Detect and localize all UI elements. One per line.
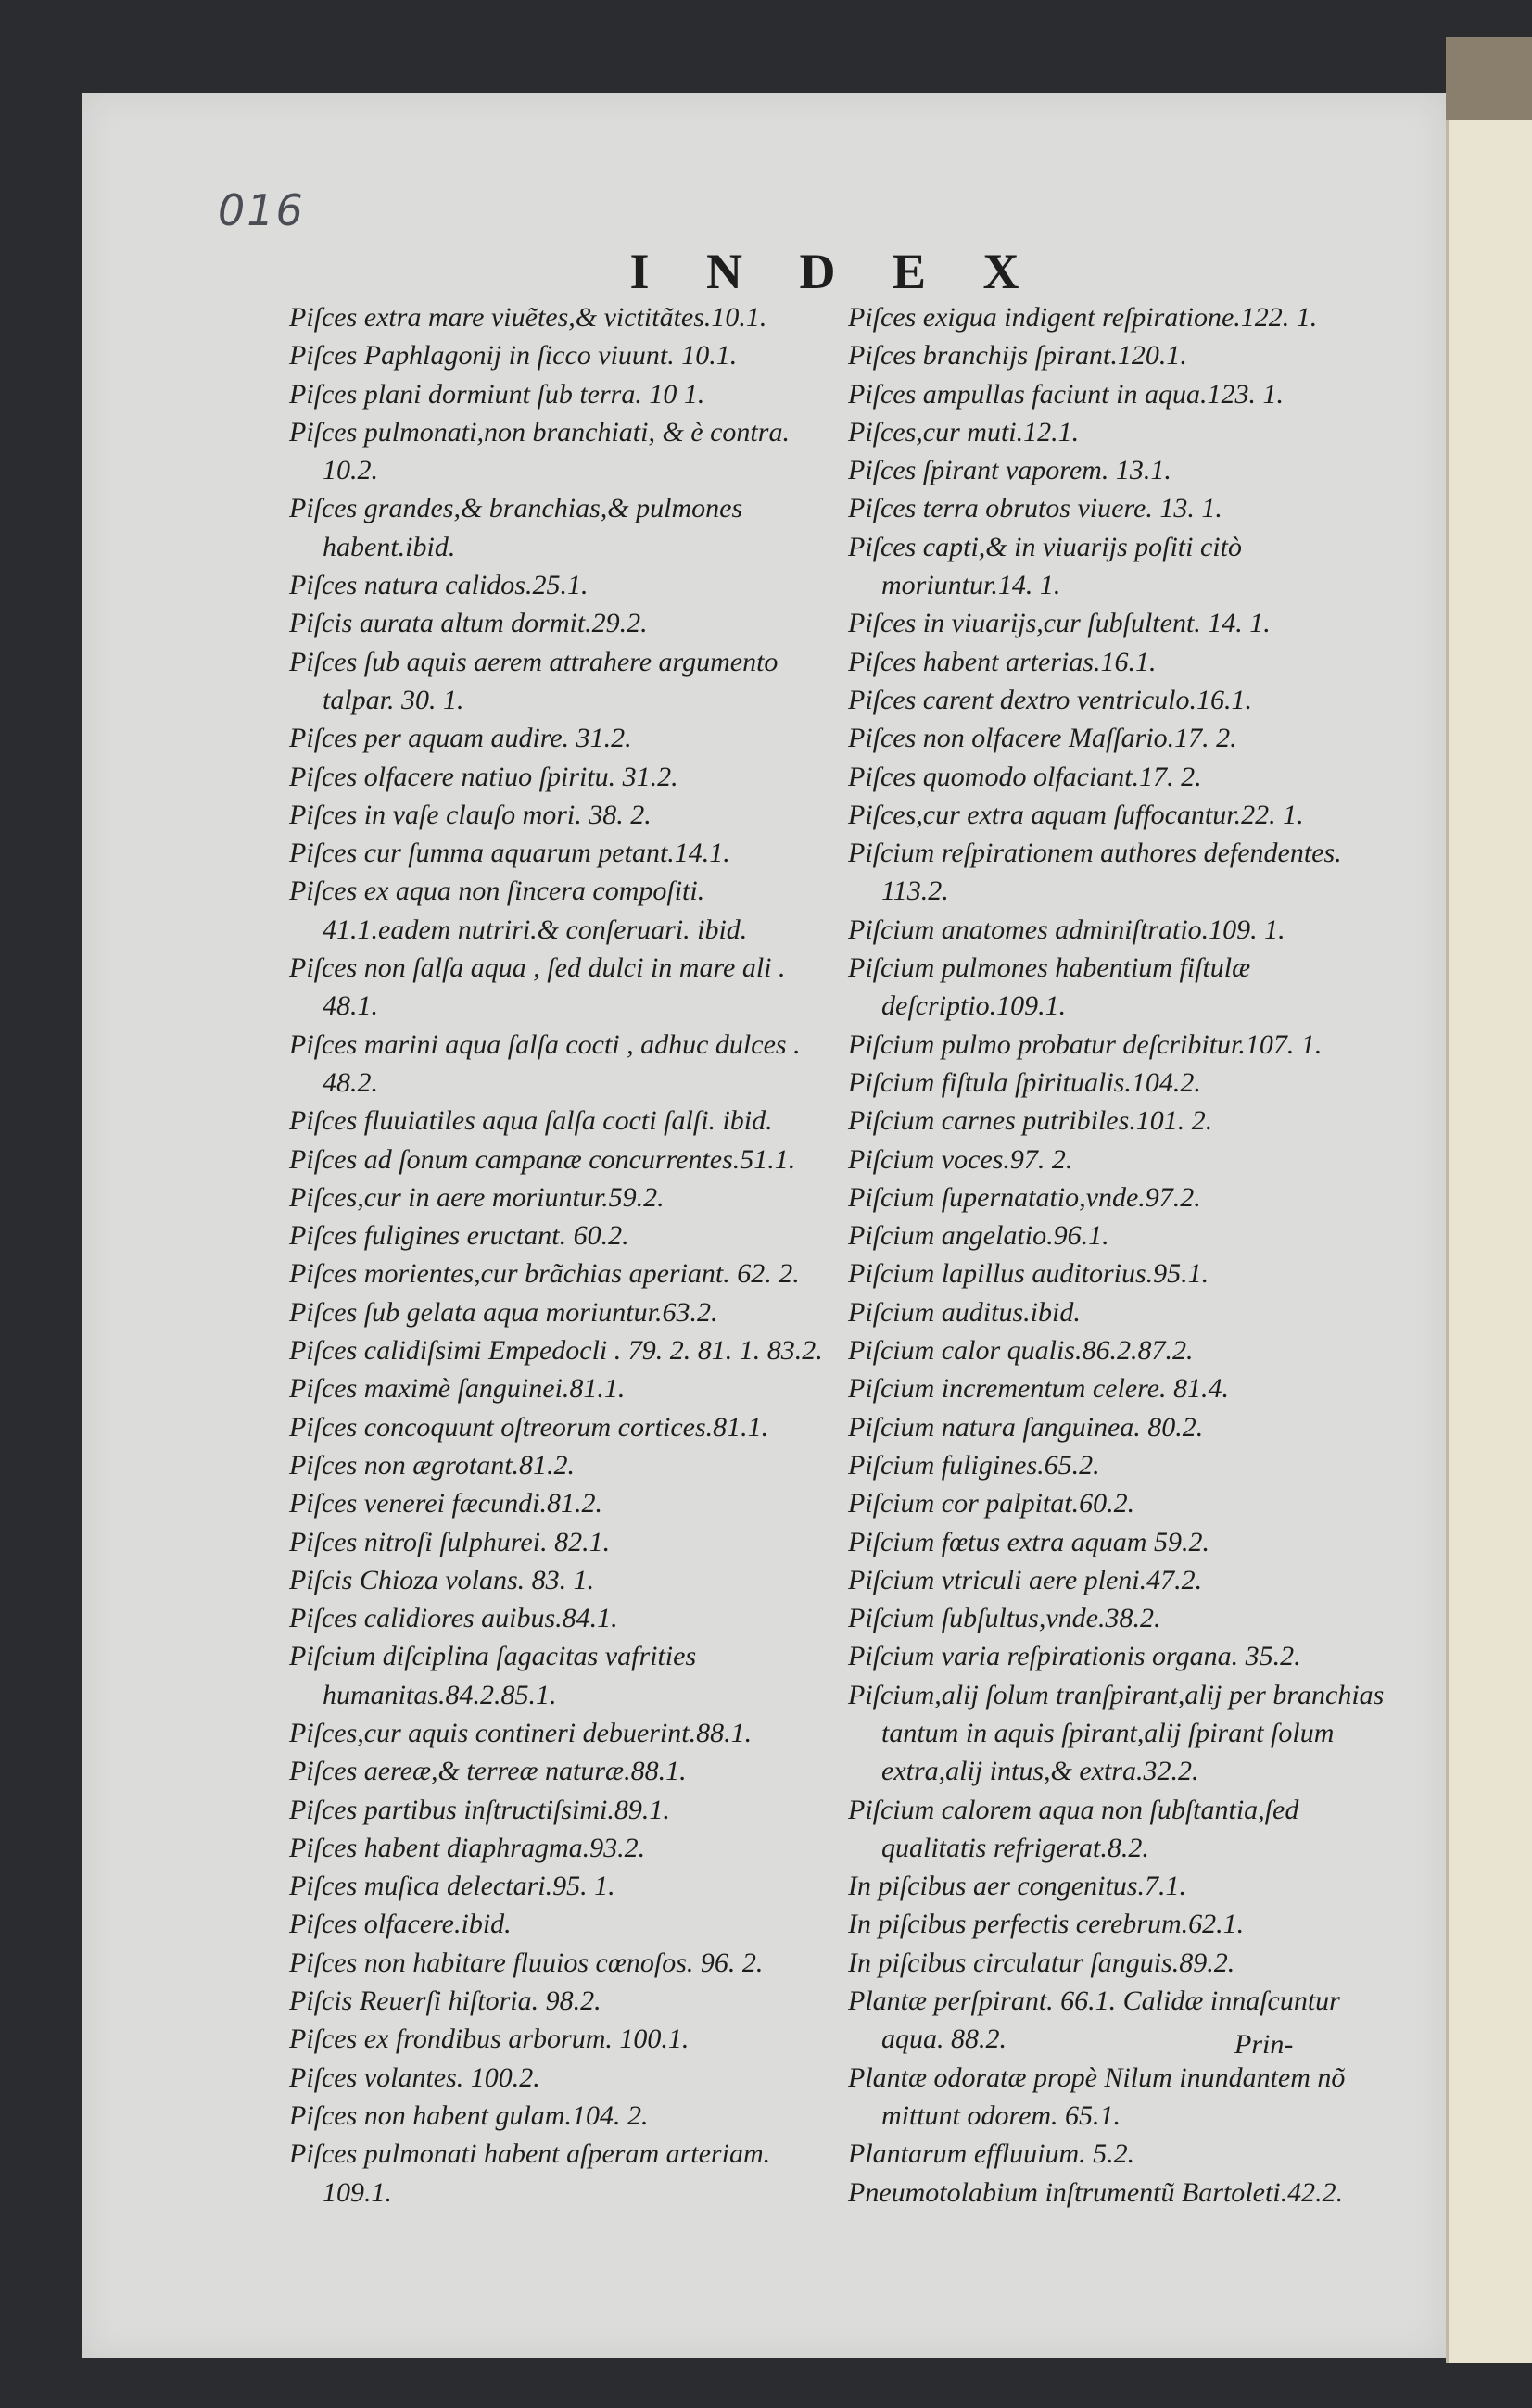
index-entry: Plantæ odoratæ propè Nilum inundantem nõ mittunt odorem. 65.1.	[848, 2061, 1346, 2131]
index-entry: Piſces exigua indigent reſpiratione.122. 1.	[848, 302, 1318, 333]
index-entry: Piſcium pulmo probatur deſcribitur.107. 1.	[848, 1028, 1323, 1060]
index-entry: Piſces habent arterias.16.1.	[848, 646, 1157, 677]
index-entry: Piſces in viuarijs,cur ſubſultent. 14. 1.	[848, 608, 1271, 639]
index-entry: Piſces fuligines eructant. 60.2.	[289, 1220, 629, 1252]
index-entry: Piſcium carnes putribiles.101. 2.	[848, 1105, 1213, 1137]
index-entry: Piſcium fuligines.65.2.	[848, 1449, 1100, 1481]
index-entry: Piſcium cor palpitat.60.2.	[848, 1488, 1135, 1519]
index-entry: In piſcibus aer congenitus.7.1.	[848, 1871, 1186, 1902]
index-entry: Piſcium ſubſultus,vnde.38.2.	[848, 1603, 1161, 1634]
index-entry: Piſces non ſalſa aqua , ſed dulci in mare ali . 48.1.	[289, 952, 786, 1022]
index-entry: Piſces venerei fæcundi.81.2.	[289, 1488, 602, 1519]
index-entry: Piſcium vtriculi aere pleni.47.2.	[848, 1564, 1203, 1595]
index-entry: Piſces cur ſumma aquarum petant.14.1.	[289, 838, 730, 869]
adjacent-page-edge	[1446, 120, 1532, 2363]
index-entry: Piſces quomodo olfaciant.17. 2.	[848, 761, 1202, 792]
index-entry: Piſces Paphlagonij in ſicco viuunt. 10.1.	[289, 340, 738, 372]
index-entry: Piſcis aurata altum dormit.29.2.	[289, 608, 648, 639]
index-entry: Piſces habent diaphragma.93.2.	[289, 1832, 646, 1863]
index-entry: Piſces morientes,cur brãchias aperiant. 62. 2.	[289, 1258, 800, 1290]
index-entry: Piſces concoquunt oſtreorum cortices.81.1.	[289, 1411, 769, 1443]
index-entry: Piſces non olfacere Maſſario.17. 2.	[848, 723, 1237, 754]
index-entry: Piſcium reſpirationem authores defendentes. 113.2.	[848, 838, 1342, 907]
index-entry: Piſcium fœtus extra aquam 59.2.	[848, 1526, 1209, 1557]
index-entry: Piſces marini aqua ſalſa cocti , adhuc dulces . 48.2.	[289, 1028, 801, 1098]
catchword: Prin-	[1234, 2029, 1294, 2060]
index-entry: Piſces per aquam audire. 31.2.	[289, 723, 632, 754]
index-entry: Piſces pulmonati habent aſperam arteriam. 109.1.	[289, 2138, 771, 2208]
index-entry: Piſces natura calidos.25.1.	[289, 570, 589, 601]
index-entry: Piſces ampullas faciunt in aqua.123. 1.	[848, 378, 1284, 410]
handwritten-folio-number: 016	[218, 185, 305, 235]
index-entry: Piſcium ſupernatatio,vnde.97.2.	[848, 1181, 1201, 1213]
index-entry: Piſcium auditus.ibid.	[848, 1296, 1081, 1328]
index-entry: Piſces ex aqua non ſincera compoſiti. 41.1.eadem nutriri.& conſeruari. ibid.	[289, 876, 748, 945]
index-entry: Piſces grandes,& branchias,& pulmones habent.ibid.	[289, 493, 743, 562]
index-entry: In piſcibus perfectis cerebrum.62.1.	[848, 1909, 1245, 1940]
index-entry: Piſces branchijs ſpirant.120.1.	[848, 340, 1187, 372]
index-entry: Piſces,cur extra aquam ſuffocantur.22. 1.	[848, 799, 1304, 830]
index-entry: Piſcium voces.97. 2.	[848, 1143, 1073, 1175]
index-entry: Pneumotolabium inſtrumentũ Bartoleti.42.2.	[848, 2176, 1344, 2208]
index-entry: Piſcium,alij ſolum tranſpirant,alij per branchias tantum in aquis ſpirant,alij ſpirant ſolum extra,alij intus,& extra.32.2.	[848, 1679, 1385, 1787]
index-entry: In piſcibus circulatur ſanguis.89.2.	[848, 1947, 1235, 1978]
index-entry: Piſces volantes. 100.2.	[289, 2061, 540, 2093]
index-entry: Plantarum effluuium. 5.2.	[848, 2138, 1135, 2170]
index-entry: Piſces,cur muti.12.1.	[848, 416, 1080, 448]
index-entry: Piſces capti,& in viuarijs poſiti citò moriuntur.14. 1.	[848, 531, 1242, 601]
index-column-left	[289, 298, 836, 2212]
index-entry: Piſces in vaſe clauſo mori. 38. 2.	[289, 799, 652, 830]
index-entry: Piſces ſpirant vaporem. 13.1.	[848, 455, 1171, 486]
adjacent-page-edge-top	[1446, 37, 1532, 130]
index-entry: Piſces,cur aquis contineri debuerint.88.1.	[289, 1717, 753, 1748]
index-entry: Piſces partibus inſtructiſsimi.89.1.	[289, 1794, 670, 1825]
index-entry: Piſces olfacere.ibid.	[289, 1909, 512, 1940]
index-entry: Piſcis Reuerſi hiſtoria. 98.2.	[289, 1986, 601, 2017]
index-entry: Piſces ad ſonum campanæ concurrentes.51.1.	[289, 1143, 796, 1175]
index-entry: Piſces calidiores auibus.84.1.	[289, 1603, 618, 1634]
index-entry: Piſces carent dextro ventriculo.16.1.	[848, 684, 1252, 715]
index-entry: Piſces olfacere natiuo ſpiritu. 31.2.	[289, 761, 678, 792]
index-entry: Piſces,cur in aere moriuntur.59.2.	[289, 1181, 665, 1213]
index-entry: Piſces non ægrotant.81.2.	[289, 1449, 576, 1481]
index-entry: Piſcium angelatio.96.1.	[848, 1220, 1109, 1252]
index-entry: Piſcium anatomes adminiſtratio.109. 1.	[848, 914, 1285, 945]
index-entry: Piſcium calor qualis.86.2.87.2.	[848, 1335, 1194, 1367]
index-entry: Piſces ſub aquis aerem attrahere argumento talpar. 30. 1.	[289, 646, 779, 715]
index-entry: Piſces maximè ſanguinei.81.1.	[289, 1373, 626, 1405]
index-entry: Piſces muſica delectari.95. 1.	[289, 1871, 615, 1902]
index-entry: Piſces terra obrutos viuere. 13. 1.	[848, 493, 1222, 524]
index-entry: Piſcis Chioza volans. 83. 1.	[289, 1564, 595, 1595]
index-entry: Piſces ex frondibus arborum. 100.1.	[289, 2023, 690, 2055]
index-entry: Piſcium natura ſanguinea. 80.2.	[848, 1411, 1204, 1443]
index-entry: Piſcium varia reſpirationis organa. 35.2.	[848, 1641, 1301, 1672]
index-entry: Piſcium diſciplina ſagacitas vafrities humanitas.84.2.85.1.	[289, 1641, 697, 1710]
index-entry: Piſces plani dormiunt ſub terra. 10 1.	[289, 378, 705, 410]
index-column-right	[848, 298, 1395, 2212]
index-entry: Piſcium calorem aqua non ſubſtantia,ſed qualitatis refrigerat.8.2.	[848, 1794, 1299, 1863]
index-entry: Piſcium fiſtula ſpiritualis.104.2.	[848, 1066, 1201, 1098]
index-entry: Piſcium lapillus auditorius.95.1.	[848, 1258, 1209, 1290]
index-entry: Piſces calidiſsimi Empedocli . 79. 2. 81. 1. 83.2.	[289, 1335, 823, 1367]
index-entry: Piſces non habent gulam.104. 2.	[289, 2099, 649, 2131]
index-entry: Piſces fluuiatiles aqua ſalſa cocti ſalſi. ibid.	[289, 1105, 773, 1137]
index-entry: Plantæ perſpirant. 66.1. Calidæ innaſcuntur aqua. 88.2.	[848, 1986, 1340, 2055]
index-entry: Piſcium incrementum celere. 81.4.	[848, 1373, 1229, 1405]
index-entry: Piſces ſub gelata aqua moriuntur.63.2.	[289, 1296, 718, 1328]
index-entry: Piſces non habitare fluuios cœnoſos. 96. 2.	[289, 1947, 764, 1978]
page-title: I N D E X	[629, 244, 1042, 299]
index-entry: Piſces extra mare viuẽtes,& victitãtes.10.1.	[289, 302, 767, 333]
index-entry: Piſces pulmonati,non branchiati, & è contra. 10.2.	[289, 416, 790, 486]
index-entry: Piſcium pulmones habentium fiſtulæ deſcriptio.109.1.	[848, 952, 1251, 1022]
index-entry: Piſces nitroſi ſulphurei. 82.1.	[289, 1526, 611, 1557]
index-entry: Piſces aereæ,& terreæ naturæ.88.1.	[289, 1756, 687, 1787]
